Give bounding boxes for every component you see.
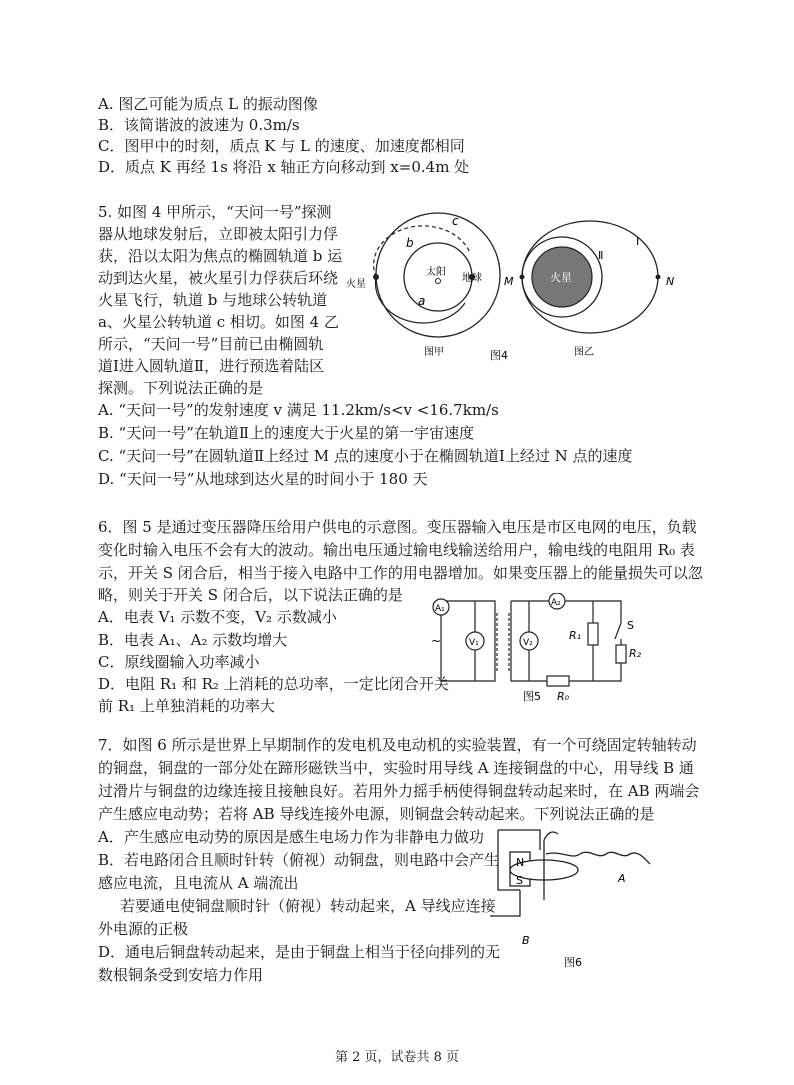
q4-option-a: A. 图乙可能为质点 L 的振动图像 xyxy=(98,95,318,113)
q7-option-d-line1: D．通电后铜盘转动起来，是由于铜盘上相当于径向排列的无 xyxy=(98,943,501,961)
label-II: Ⅱ xyxy=(598,249,604,262)
q7-option-c-line2: 外电源的正极 xyxy=(98,920,189,938)
label-S: S xyxy=(627,619,634,632)
label-N: N xyxy=(516,856,525,869)
q5-stem-line: 5. 如图 4 甲所示，“天问一号”探测 xyxy=(98,203,332,221)
q7-option-c-line1: 若要通电使铜盘顺时针（俯视）转动起来，A 导线应连接 xyxy=(120,897,496,915)
q5-stem-line: 器从地球发射后，立即被太阳引力俘 xyxy=(98,225,339,243)
q6-option-b: B．电表 A₁、A₂ 示数均增大 xyxy=(98,631,288,649)
q5-option-b: B. “天问一号”在轨道Ⅱ上的速度大于火星的第一宇宙速度 xyxy=(98,424,475,442)
label-A: A xyxy=(618,872,626,885)
label-ac-source: ~ xyxy=(431,634,442,648)
q7-stem-line: 过滑片与铜盘的边缘连接且接触良好。若用外力摇手柄使得铜盘转动起来时，在 AB 两端会 xyxy=(98,782,700,800)
q6-option-c: C．原线圈输入功率减小 xyxy=(98,653,260,671)
q5-stem-line: 探测。下列说法正确的是 xyxy=(98,379,264,397)
label-b: b xyxy=(406,236,414,250)
label-S: S xyxy=(516,874,523,887)
orbit-b-dashed xyxy=(374,226,470,277)
mars-orbit-diagram xyxy=(504,221,674,358)
q7-option-d-line2: 数根铜条受到安培力作用 xyxy=(98,966,264,984)
q5-stem-line: 火星飞行，轨道 b 与地球公转轨道 xyxy=(98,291,328,309)
orbit-diagram xyxy=(346,213,500,358)
label-earth: 地球 xyxy=(462,273,482,284)
label-V2: V₂ xyxy=(523,638,533,648)
q7-stem-line: 的铜盘，铜盘的一部分处在蹄形磁铁当中，实验时用导线 A 连接铜盘的中心，用导线 B 通 xyxy=(98,759,694,777)
page-footer: 第 2 页，试卷共 8 页 xyxy=(334,1050,460,1065)
q5-stem-line: a、火星公转轨道 c 相切。如图 4 乙 xyxy=(98,313,339,331)
label-a: a xyxy=(418,294,426,308)
q7-option-a: A．产生感应电动势的原因是感生电场力作为非静电力做功 xyxy=(98,828,484,846)
q6-option-d-line1: D．电阻 R₁ 和 R₂ 上消耗的总功率，一定比闭合开关 xyxy=(98,675,449,693)
figure-6 xyxy=(480,820,680,980)
q7-stem-line: 7．如图 6 所示是世界上早期制作的发电机及电动机的实验装置，有一个可绕固定转轴转动 xyxy=(98,736,697,754)
q5-stem-line: 获，沿以太阳为焦点的椭圆轨道 b 运 xyxy=(98,247,343,265)
q6-stem-line: 6．图 5 是通过变压器降压给用户供电的示意图。变压器输入电压是市区电网的电压，负载 xyxy=(98,518,697,536)
q6-stem-line: 略，则关于开关 S 闭合后，以下说法正确的是 xyxy=(98,586,403,604)
q6-option-a: A．电表 V₁ 示数不变，V₂ 示数减小 xyxy=(98,608,337,626)
q5-option-a: A. “天问一号”的发射速度 v 满足 11.2km/s<v <16.7km/s xyxy=(98,401,499,419)
label-c: c xyxy=(452,214,459,228)
caption-jia: 图甲 xyxy=(424,347,444,358)
label-A1: A₁ xyxy=(435,604,445,614)
label-M: M xyxy=(504,275,514,288)
q5-option-d: D. “天问一号”从地球到达火星的时间小于 180 天 xyxy=(98,470,428,488)
label-mars: 火星 xyxy=(550,271,572,284)
q7-stem-line: 产生感应电动势；若将 AB 导线连接外电源，则铜盘会转动起来。下列说法正确的是 xyxy=(98,805,655,823)
caption-fig6: 图6 xyxy=(564,956,582,969)
q6-stem-line: 变化时输入电压不会有大的波动。输出电压通过输电线输送给用户，输电线的电阻用 R₀ 表 xyxy=(98,541,695,559)
figure-4 xyxy=(340,205,680,365)
label-N: N xyxy=(666,275,675,288)
q5-stem-line: 道Ⅰ进入圆轨道Ⅱ，进行预选着陆区 xyxy=(98,357,325,375)
q4-option-b: B．该简谐波的波速为 0.3m/s xyxy=(98,116,300,134)
figure-5 xyxy=(425,593,655,705)
label-A2: A₂ xyxy=(551,598,561,608)
caption-yi: 图乙 xyxy=(574,347,594,358)
label-I: Ⅰ xyxy=(636,235,640,248)
label-B: B xyxy=(522,934,530,947)
q4-option-c: C．图甲中的时刻，质点 K 与 L 的速度、加速度都相同 xyxy=(98,137,465,155)
q5-stem-line: 所示，“天问一号”目前已由椭圆轨 xyxy=(98,335,324,353)
q4-option-d: D．质点 K 再经 1s 将沿 x 轴正方向移动到 x=0.4m 处 xyxy=(98,158,470,176)
q6-stem-line: 示，开关 S 闭合后，相当于接入电路中工作的用电器增加。如果变压器上的能量损失可以忽 xyxy=(98,564,703,582)
q6-option-d-line2: 前 R₁ 上单独消耗的功率大 xyxy=(98,697,275,715)
label-sun: 太阳 xyxy=(426,267,446,278)
label-R0: R₀ xyxy=(557,690,570,703)
caption-fig4: 图4 xyxy=(490,349,508,362)
label-mars-left: 火星 xyxy=(346,279,366,290)
q7-option-b-line2: 感应电流，且电流从 A 端流出 xyxy=(98,874,299,892)
q7-option-b-line1: B．若电路闭合且顺时针转（俯视）动铜盘，则电路中会产生 xyxy=(98,851,500,869)
caption-fig5: 图5 xyxy=(523,690,541,703)
q5-stem-line: 动到达火星，被火星引力俘获后环绕 xyxy=(98,269,339,287)
label-V1: V₁ xyxy=(469,638,479,648)
label-R1: R₁ xyxy=(569,629,582,642)
label-R2: R₂ xyxy=(629,647,642,660)
q5-option-c: C. “天问一号”在圆轨道Ⅱ上经过 M 点的速度小于在椭圆轨道Ⅰ上经过 N 点的速度 xyxy=(98,447,633,465)
